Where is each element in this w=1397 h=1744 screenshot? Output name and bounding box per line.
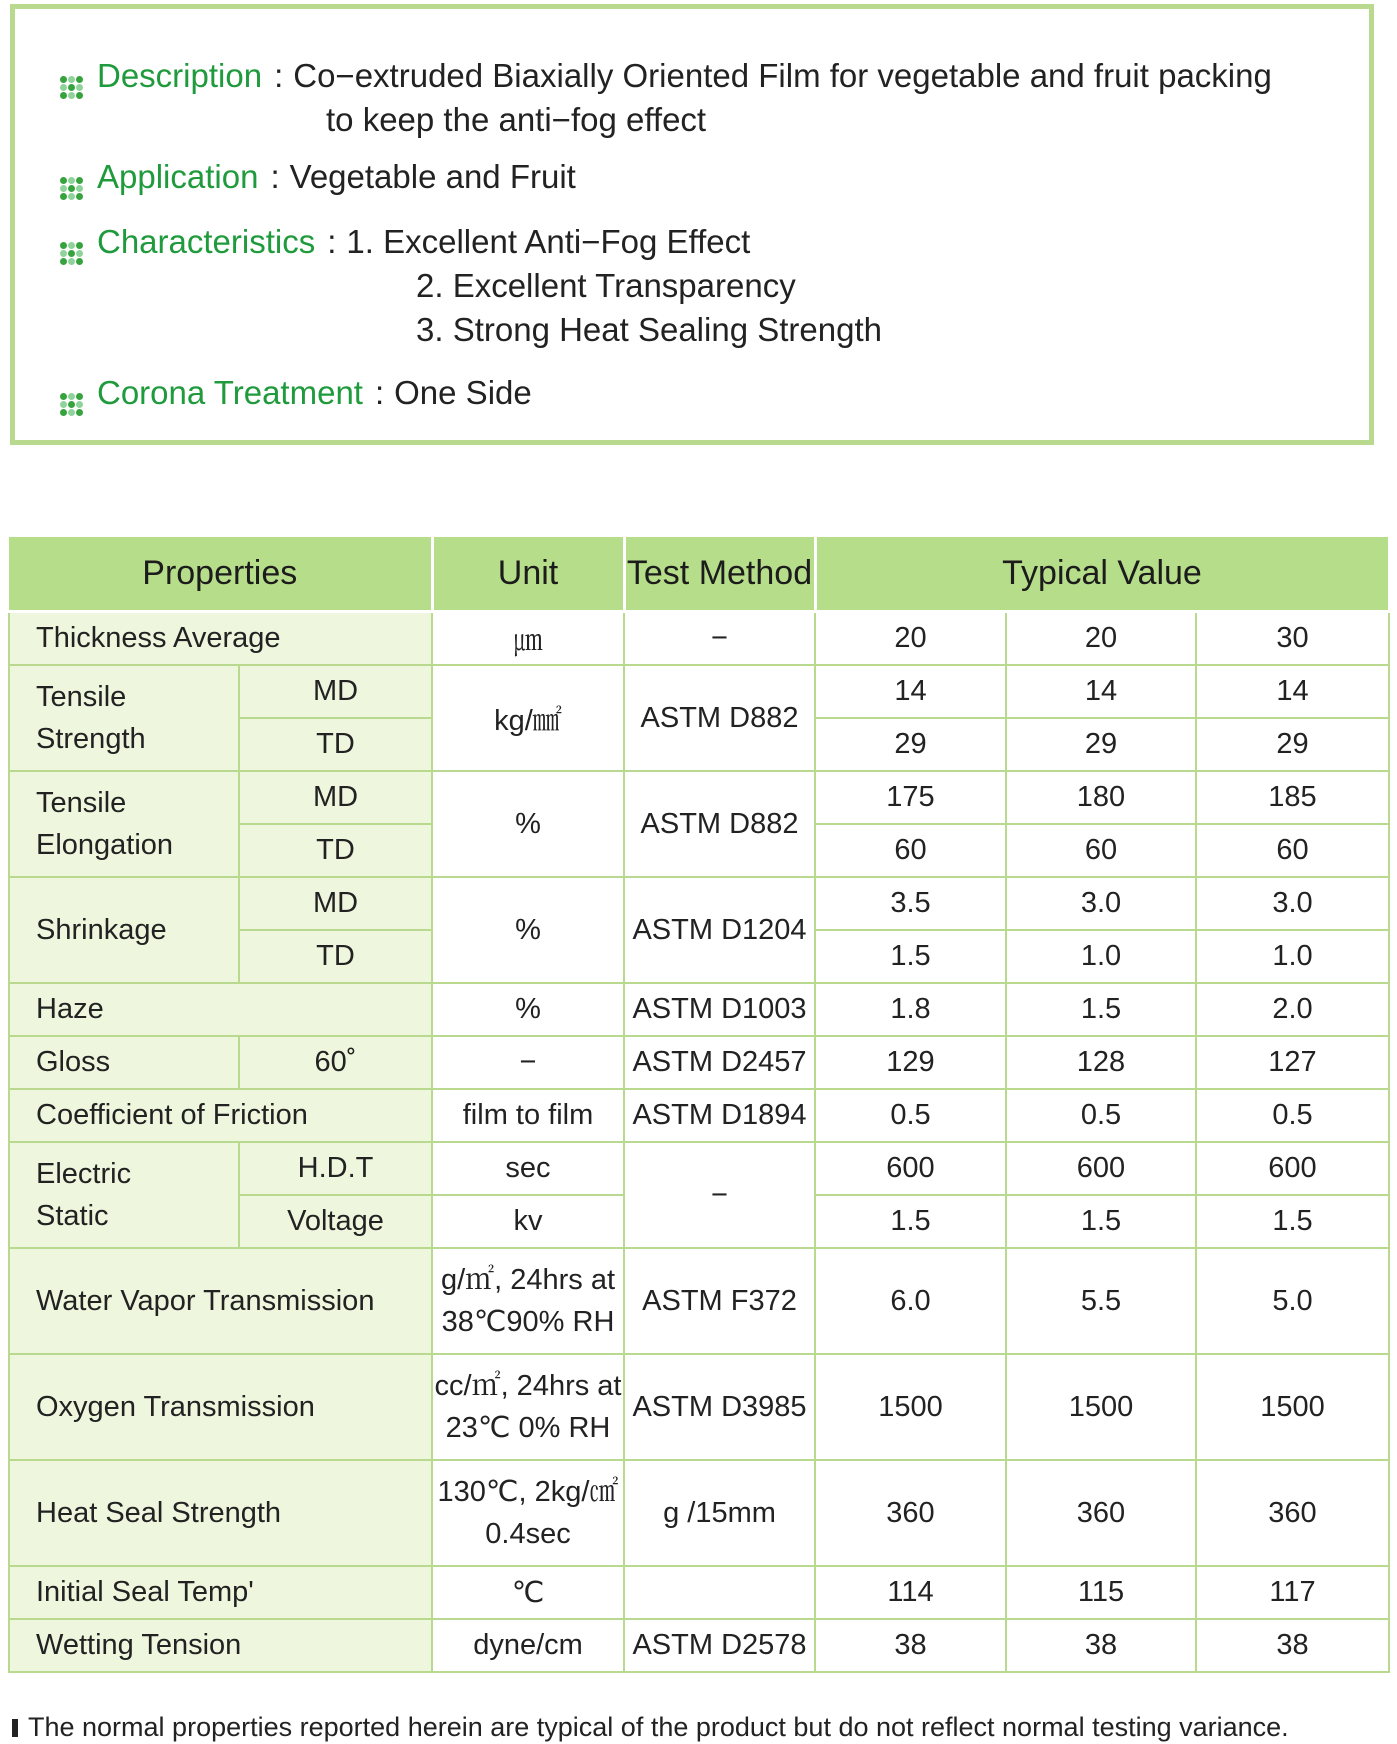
table-row: [9, 1036, 1389, 1089]
property-sub-label: 60˚: [239, 1036, 432, 1089]
value-cell: 1.5: [1196, 1195, 1389, 1248]
table-row: [9, 1089, 1389, 1142]
value-cell: 600: [1196, 1142, 1389, 1195]
table-row: [9, 983, 1389, 1036]
property-sub-label: TD: [239, 930, 432, 983]
value-cell: 60: [1196, 824, 1389, 877]
value-cell: 1.0: [1006, 930, 1196, 983]
header-properties: Properties: [9, 537, 432, 612]
property-name: Coefficient of Friction: [9, 1089, 432, 1142]
value-cell: 20: [815, 612, 1006, 666]
value-cell: 5.5: [1006, 1248, 1196, 1354]
value-cell: 38: [1196, 1619, 1389, 1672]
value-cell: 3.0: [1196, 877, 1389, 930]
property-name: Gloss: [9, 1036, 239, 1089]
value-cell: 1.0: [1196, 930, 1389, 983]
description-row: Description : Co−extruded Biaxially Oriented Film for vegetable and fruit packing: [60, 54, 1272, 103]
bullet-icon: [60, 177, 83, 200]
description-label: Description: [97, 57, 263, 94]
value-cell: 129: [815, 1036, 1006, 1089]
value-cell: 180: [1006, 771, 1196, 824]
property-sub-label: H.D.T: [239, 1142, 432, 1195]
value-cell: 1.5: [815, 1195, 1006, 1248]
header-test-method: Test Method: [624, 537, 815, 612]
value-cell: 175: [815, 771, 1006, 824]
bullet-icon: [60, 242, 83, 265]
characteristic-item: 2. Excellent Transparency: [416, 267, 796, 304]
unit-cell: film to film: [432, 1089, 624, 1142]
square-bullet-icon: [12, 1719, 18, 1737]
value-cell: 29: [815, 718, 1006, 771]
property-sub-label: MD: [239, 665, 432, 718]
property-name: Oxygen Transmission: [9, 1354, 432, 1460]
method-cell: [624, 1566, 815, 1619]
table-row: [9, 1248, 1389, 1354]
value-cell: 360: [1196, 1460, 1389, 1566]
property-sub-label: TD: [239, 824, 432, 877]
table-row: [9, 771, 1389, 824]
application-value: Vegetable and Fruit: [289, 158, 576, 195]
value-cell: 127: [1196, 1036, 1389, 1089]
value-cell: 1.5: [1006, 983, 1196, 1036]
table-row: [9, 1142, 1389, 1195]
header-typical-value: Typical Value: [815, 537, 1389, 612]
value-cell: 2.0: [1196, 983, 1389, 1036]
corona-row: Corona Treatment : One Side: [60, 371, 532, 420]
unit-cell: −: [432, 1036, 624, 1089]
method-cell: g /15mm: [624, 1460, 815, 1566]
property-sub-label: MD: [239, 877, 432, 930]
table-row: [9, 665, 1389, 718]
value-cell: 14: [1196, 665, 1389, 718]
property-name: Tensile Elongation: [9, 771, 239, 877]
property-name: Water Vapor Transmission: [9, 1248, 432, 1354]
characteristic-item: 1. Excellent Anti−Fog Effect: [346, 223, 751, 260]
value-cell: 360: [1006, 1460, 1196, 1566]
value-cell: 117: [1196, 1566, 1389, 1619]
unit-cell: %: [432, 771, 624, 877]
value-cell: 20: [1006, 612, 1196, 666]
value-cell: 29: [1006, 718, 1196, 771]
footnote: [12, 1712, 1289, 1743]
unit-cell: %: [432, 983, 624, 1036]
value-cell: 0.5: [1006, 1089, 1196, 1142]
value-cell: 360: [815, 1460, 1006, 1566]
value-cell: 600: [815, 1142, 1006, 1195]
method-cell: ASTM D882: [624, 771, 815, 877]
method-cell: ASTM D3985: [624, 1354, 815, 1460]
unit-cell: kv: [432, 1195, 624, 1248]
method-cell: ASTM F372: [624, 1248, 815, 1354]
method-cell: ASTM D1204: [624, 877, 815, 983]
method-cell: ASTM D1894: [624, 1089, 815, 1142]
value-cell: 30: [1196, 612, 1389, 666]
table-row: [9, 1566, 1389, 1619]
method-cell: ASTM D882: [624, 665, 815, 771]
property-name: Haze: [9, 983, 432, 1036]
description-value-cont: to keep the anti−fog effect: [326, 101, 707, 138]
value-cell: 1500: [815, 1354, 1006, 1460]
property-name: Heat Seal Strength: [9, 1460, 432, 1566]
value-cell: 0.5: [1196, 1089, 1389, 1142]
method-cell: ASTM D2578: [624, 1619, 815, 1672]
value-cell: 3.0: [1006, 877, 1196, 930]
unit-cell: g/㎡, 24hrs at 38℃90% RH: [432, 1248, 624, 1354]
characteristic-item: 3. Strong Heat Sealing Strength: [416, 311, 882, 348]
unit-cell: dyne/cm: [432, 1619, 624, 1672]
property-name: Thickness Average: [9, 612, 432, 666]
property-name: Wetting Tension: [9, 1619, 432, 1672]
bullet-icon: [60, 393, 83, 416]
value-cell: 14: [1006, 665, 1196, 718]
method-cell: ASTM D1003: [624, 983, 815, 1036]
description-value: Co−extruded Biaxially Oriented Film for vegetable and fruit packing: [293, 57, 1272, 94]
table-row: [9, 877, 1389, 930]
header-unit: Unit: [432, 537, 624, 612]
value-cell: 29: [1196, 718, 1389, 771]
unit-cell: sec: [432, 1142, 624, 1195]
value-cell: 1.5: [815, 930, 1006, 983]
value-cell: 60: [1006, 824, 1196, 877]
value-cell: 14: [815, 665, 1006, 718]
method-cell: −: [624, 612, 815, 666]
value-cell: 38: [1006, 1619, 1196, 1672]
unit-cell: ℃: [432, 1566, 624, 1619]
unit-cell: kg/㎟: [432, 665, 624, 771]
method-cell: ASTM D2457: [624, 1036, 815, 1089]
value-cell: 128: [1006, 1036, 1196, 1089]
property-sub-label: MD: [239, 771, 432, 824]
bullet-icon: [60, 76, 83, 99]
value-cell: 60: [815, 824, 1006, 877]
value-cell: 1500: [1006, 1354, 1196, 1460]
table-row: [9, 1619, 1389, 1672]
unit-cell: ㎛: [432, 612, 624, 666]
value-cell: 0.5: [815, 1089, 1006, 1142]
value-cell: 114: [815, 1566, 1006, 1619]
value-cell: 1.8: [815, 983, 1006, 1036]
value-cell: 6.0: [815, 1248, 1006, 1354]
value-cell: 115: [1006, 1566, 1196, 1619]
table-row: [9, 1354, 1389, 1460]
unit-cell: %: [432, 877, 624, 983]
application-row: Application : Vegetable and Fruit: [60, 155, 576, 204]
value-cell: 38: [815, 1619, 1006, 1672]
value-cell: 5.0: [1196, 1248, 1389, 1354]
table-row: [9, 612, 1389, 666]
corona-label: Corona Treatment: [97, 374, 363, 411]
property-name: Tensile Strength: [9, 665, 239, 771]
method-cell: −: [624, 1142, 815, 1248]
property-sub-label: TD: [239, 718, 432, 771]
application-label: Application: [97, 158, 259, 195]
characteristics-row: Characteristics : 1. Excellent Anti−Fog Effect: [60, 220, 750, 269]
property-name: Initial Seal Temp': [9, 1566, 432, 1619]
property-name: Electric Static: [9, 1142, 239, 1248]
characteristics-label: Characteristics: [97, 223, 316, 260]
value-cell: 185: [1196, 771, 1389, 824]
value-cell: 1500: [1196, 1354, 1389, 1460]
property-sub-label: Voltage: [239, 1195, 432, 1248]
property-name: Shrinkage: [9, 877, 239, 983]
table-header-row: [9, 537, 1389, 612]
corona-value: One Side: [394, 374, 532, 411]
unit-cell: cc/㎡, 24hrs at 23℃ 0% RH: [432, 1354, 624, 1460]
footnote-text: The normal properties reported herein are typical of the product but do not reflect normal testing variance.: [28, 1712, 1289, 1742]
unit-cell: 130℃, 2kg/㎠ 0.4sec: [432, 1460, 624, 1566]
table-row: [9, 1460, 1389, 1566]
value-cell: 3.5: [815, 877, 1006, 930]
properties-table: [8, 537, 1391, 1673]
value-cell: 600: [1006, 1142, 1196, 1195]
value-cell: 1.5: [1006, 1195, 1196, 1248]
